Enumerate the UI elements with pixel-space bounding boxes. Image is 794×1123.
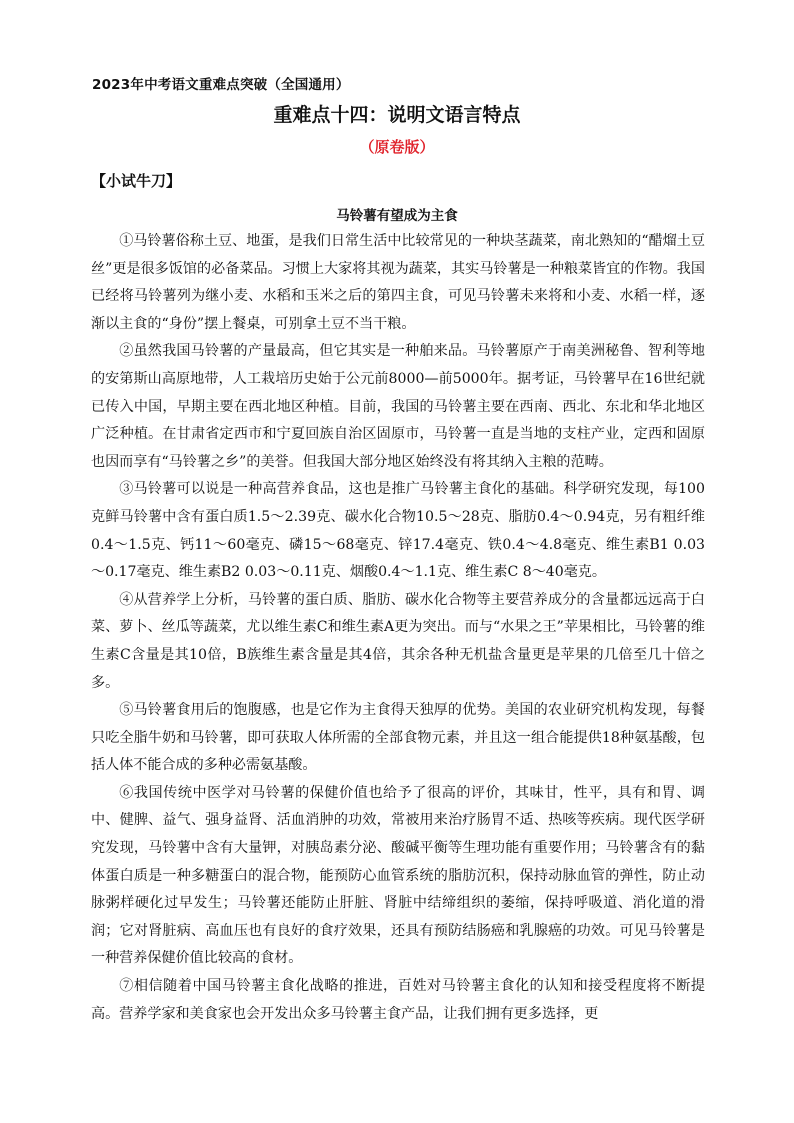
paragraph-4: ④从营养学上分析，马铃薯的蛋白质、脂肪、碳水化合物等主要营养成分的含量都远远高于白菜、萝卜、丝瓜等蔬菜，尤以维生素C和维生素A更为突出。而与“水果之王”苹果相比，马铃薯的维生素C含量是其10倍，B族维生素含量是其4倍，其余各种无机盐含量更是苹果的几倍至几十倍之多。	[91, 591, 705, 691]
edition-label: （原卷版）	[359, 138, 435, 156]
article-title: 马铃薯有望成为主食	[336, 208, 458, 224]
paragraph-5: ⑤马铃薯食用后的饱腹感，也是它作为主食得天独厚的优势。美国的农业研究机构发现，每餐只吃全脂牛奶和马铃薯，即可获取人体所需的全部食物元素，并且这一组合能提供18种氨基酸，包括人体不能合成的多种必需氨基酸。	[91, 702, 705, 774]
section-heading: 【小试牛刀】	[91, 172, 182, 190]
paragraph-7: ⑦相信随着中国马铃薯主食化战略的推进，百姓对马铃薯主食化的认知和接受程度将不断提高。营养学家和美食家也会开发出众多马铃薯主食产品，让我们拥有更多选择，更	[91, 978, 705, 1022]
article-body	[91, 228, 705, 1028]
paragraph-6: ⑥我国传统中医学对马铃薯的保健价值也给予了很高的评价，其味甘，性平，具有和胃、调中、健脾、益气、强身益肾、活血消肿的功效，常被用来治疗肠胃不适、热咳等疾病。现代医学研究发现，马铃薯中含有大量钾，对胰岛素分泌、酸碱平衡等生理功能有重要作用；马铃薯含有的黏体蛋白质是一种多糖蛋白的混合物，能预防心血管系统的脂肪沉积，保持动脉血管的弹性，防止动脉粥样硬化过早发生；马铃薯还能防止肝脏、肾脏中结缔组织的萎缩，保持呼吸道、消化道的滑润；它对肾脏病、高血压也有良好的食疗效果，还具有预防结肠癌和乳腺癌的功效。可见马铃薯是一种营养保健价值比较高的食材。	[91, 784, 705, 967]
series-header: 2023年中考语文重难点突破（全国通用）	[92, 77, 350, 93]
paragraph-3: ③马铃薯可以说是一种高营养食品，这也是推广马铃薯主食化的基础。科学研究发现，每100克鲜马铃薯中含有蛋白质1.5～2.39克、碳水化合物10.5～28克、脂肪0.4～0.94克，另有粗纤维0.4～1.5克、钙11～60毫克、磷15～68毫克、锌17.4毫克、铁0.4～4.8毫克、维生素B1 0.03～0.17毫克、维生素B2 0.03～0.11克、烟酸0.4～1.1克、维生素C 8～40毫克。	[91, 481, 705, 581]
paragraph-2: ②虽然我国马铃薯的产量最高，但它其实是一种舶来品。马铃薯原产于南美洲秘鲁、智利等地的安第斯山高原地带，人工栽培历史始于公元前8000—前5000年。据考证，马铃薯早在16世纪就已传入中国，早期主要在西北地区种植。目前，我国的马铃薯主要在西南、西北、东北和华北地区广泛种植。在甘肃省定西市和宁夏回族自治区固原市，马铃薯一直是当地的支柱产业，定西和固原也因而享有“马铃薯之乡”的美誉。但我国大部分地区始终没有将其纳入主粮的范畴。	[91, 343, 705, 470]
paragraph-1: ①马铃薯俗称土豆、地蛋，是我们日常生活中比较常见的一种块茎蔬菜，南北熟知的“醋熘土豆丝”更是很多饭馆的必备菜品。习惯上大家将其视为蔬菜，其实马铃薯是一种粮菜皆宜的作物。我国已经将马铃薯列为继小麦、水稻和玉米之后的第四主食，可见马铃薯未来将和小麦、水稻一样，逐渐以主食的“身份”摆上餐桌，可别拿土豆不当干粮。	[91, 233, 705, 332]
page-title: 重难点十四：说明文语言特点	[273, 104, 521, 126]
